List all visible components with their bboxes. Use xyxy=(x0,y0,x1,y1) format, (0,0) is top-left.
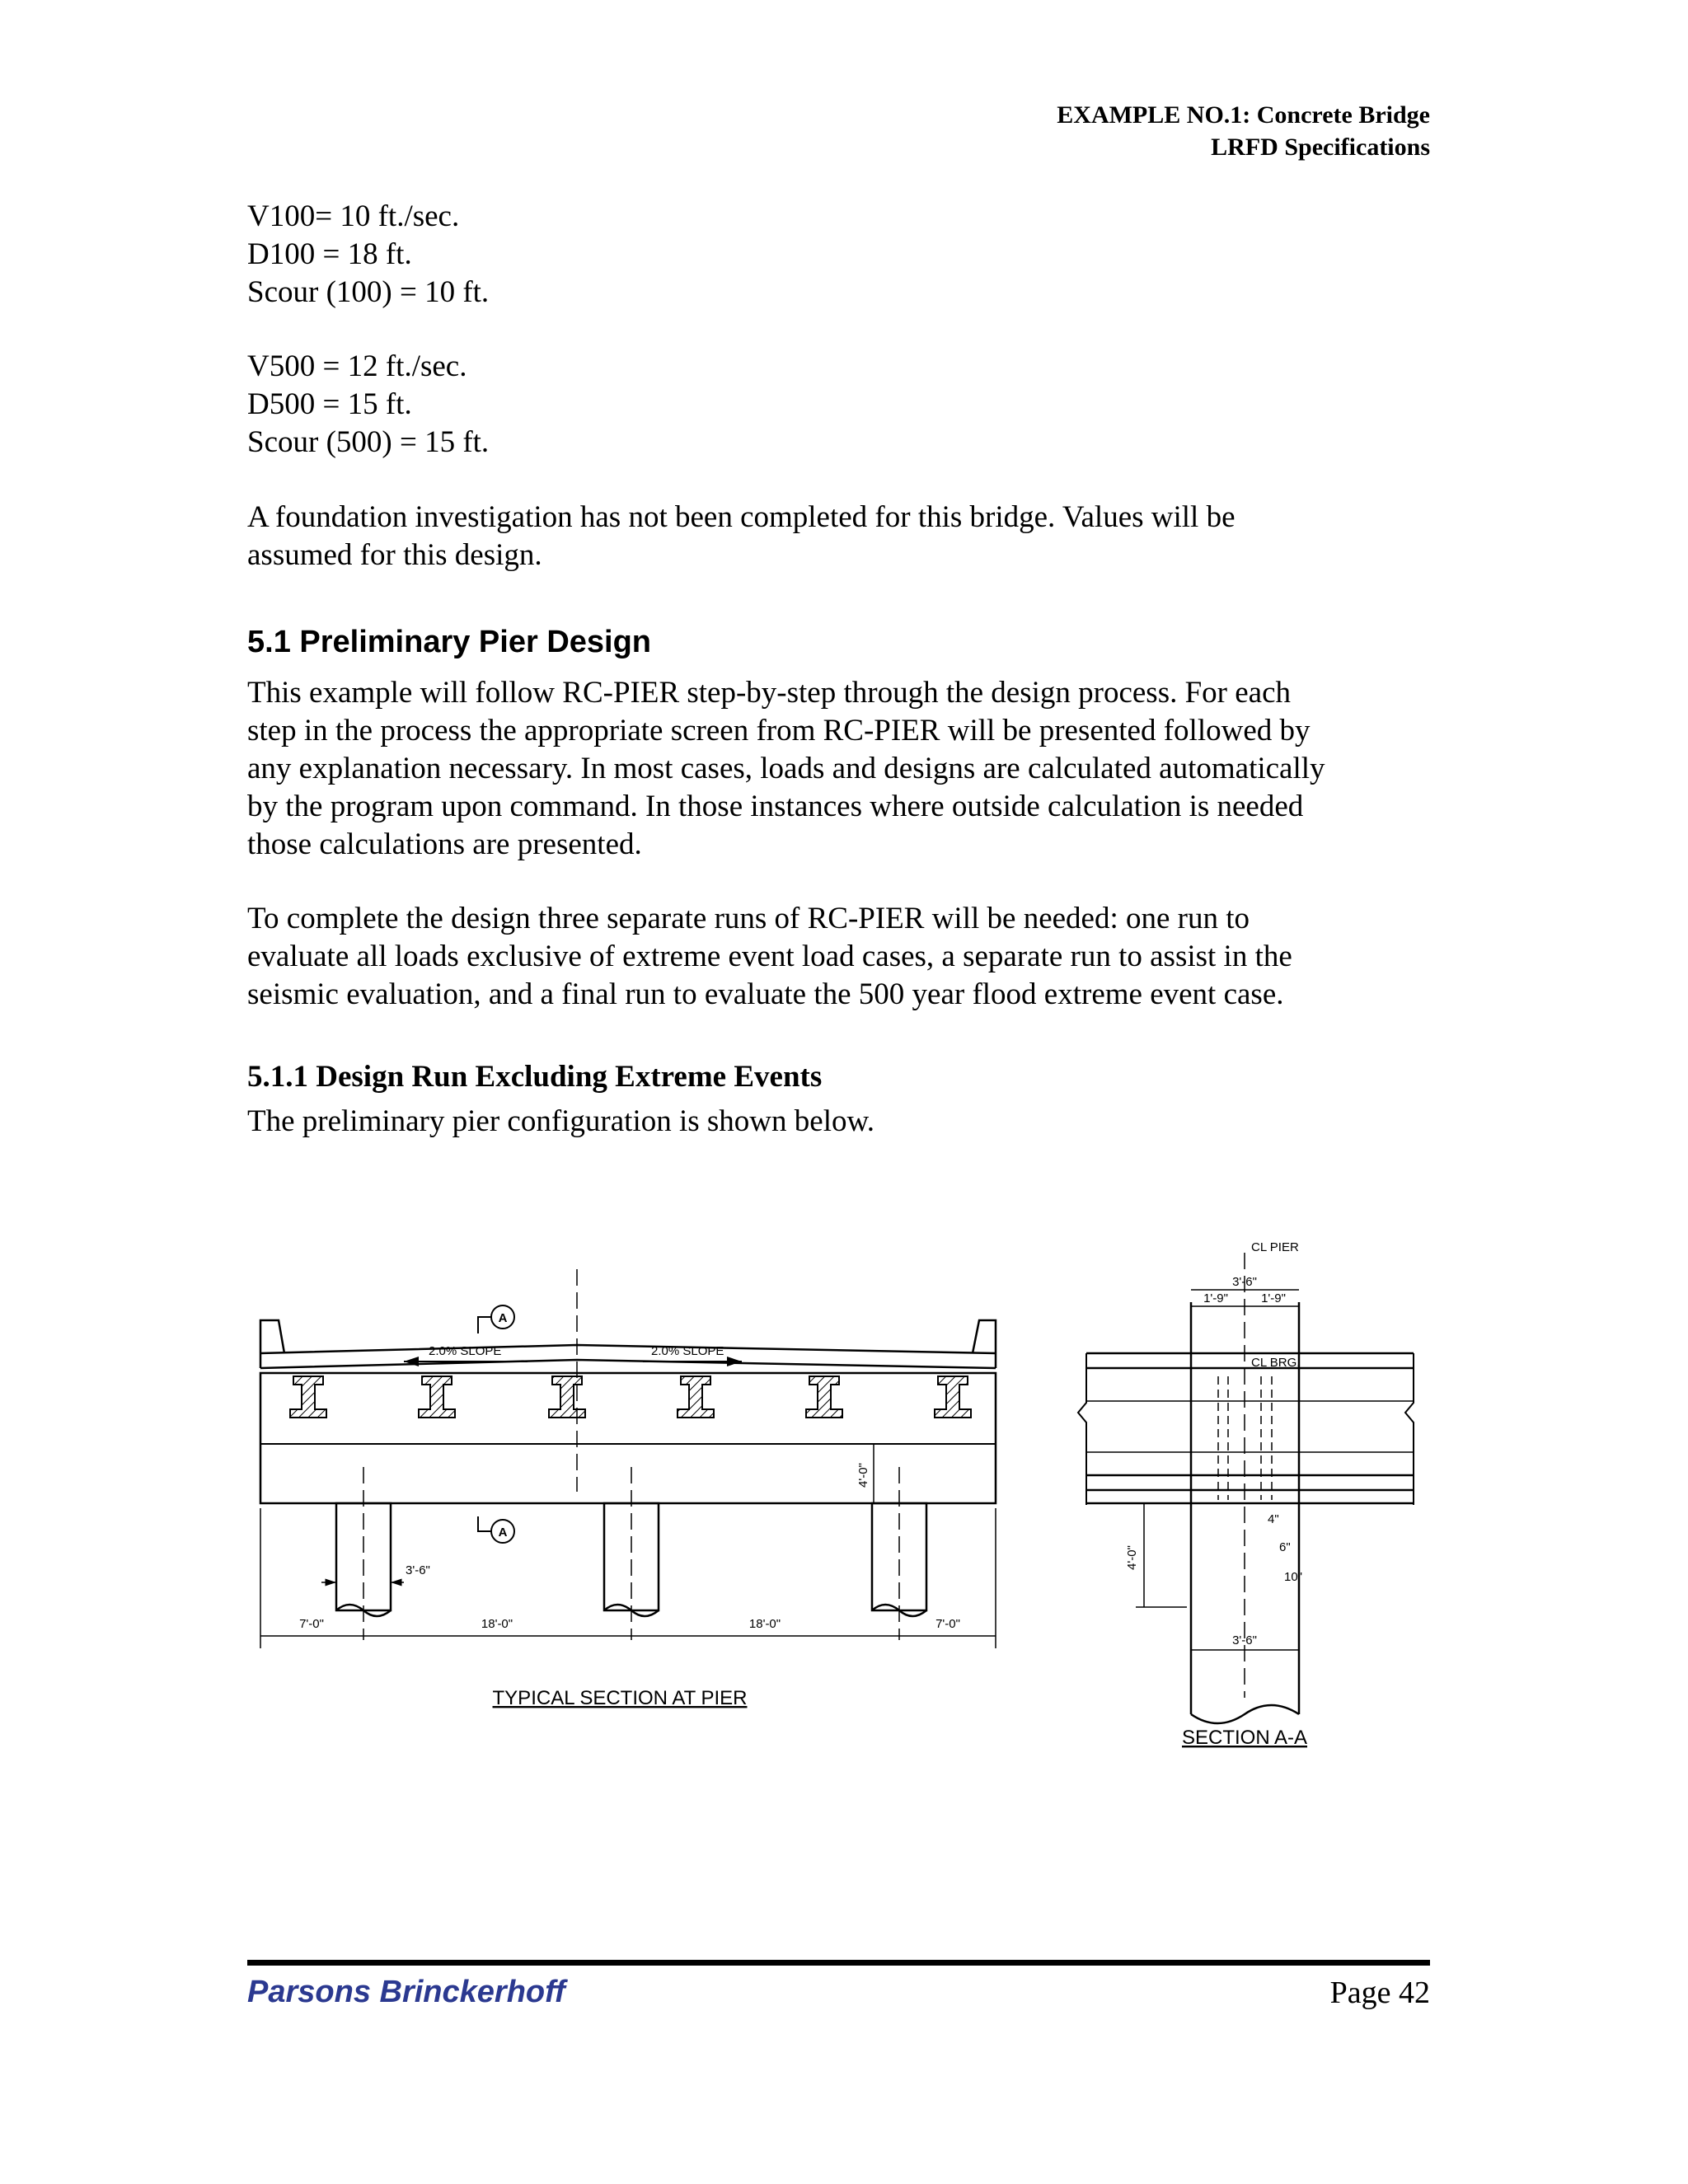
paragraph-line: This example will follow RC-PIER step-by-step through the design process. For each xyxy=(247,676,1292,710)
right-parapet xyxy=(973,1320,996,1353)
cl-brg-label: CL BRG. xyxy=(1251,1356,1301,1370)
footer-page-number: Page 42 xyxy=(1329,1975,1430,2010)
paragraph-line: step in the process the appropriate screen from RC-PIER will be presented followed by xyxy=(247,714,1311,748)
paragraph-line: by the program upon command. In those instances where outside calculation is needed xyxy=(247,790,1304,823)
paragraph-line: evaluate all loads exclusive of extreme event load cases, a separate run to assist in the xyxy=(247,940,1292,973)
paragraph-line: assumed for this design. xyxy=(247,538,542,572)
section-5-1-1-intro: The preliminary pier configuration is shown below. xyxy=(247,1104,875,1138)
d500-line: D500 = 15 ft. xyxy=(247,387,412,421)
dim-label-2: 18'-0" xyxy=(481,1617,513,1631)
footer-company: Parsons Brinckerhoff xyxy=(247,1975,565,2009)
column-dia-label: 3'-6" xyxy=(406,1563,430,1577)
scour100-line: Scour (100) = 10 ft. xyxy=(247,275,490,309)
half-width-left-label: 1'-9" xyxy=(1203,1291,1228,1305)
v100-line: V100= 10 ft./sec. xyxy=(247,199,460,233)
top-width-label: 3'-6" xyxy=(1232,1275,1257,1289)
dim-label-3: 18'-0" xyxy=(748,1617,781,1631)
scour500-line: Scour (500) = 15 ft. xyxy=(247,425,490,459)
paragraph-line: To complete the design three separate runs of RC-PIER will be needed: one run to xyxy=(247,902,1250,935)
dim-label-1: 7'-0" xyxy=(299,1617,324,1631)
header-subtitle: LRFD Specifications xyxy=(1211,134,1430,161)
slope-label-left: 2.0% SLOPE xyxy=(429,1344,502,1358)
cl-pier-label: CL PIER xyxy=(1251,1240,1299,1254)
section-a-a-drawing xyxy=(1078,1253,1414,1723)
d100-line: D100 = 18 ft. xyxy=(247,237,412,271)
dim-6in-label: 6" xyxy=(1279,1540,1291,1554)
paragraph-line: A foundation investigation has not been completed for this bridge. Values will be xyxy=(247,500,1236,534)
section-heading-5-1-1: 5.1.1 Design Run Excluding Extreme Events xyxy=(247,1060,823,1094)
v500-line: V500 = 12 ft./sec. xyxy=(247,349,467,383)
left-parapet xyxy=(260,1320,284,1353)
column-width-label: 3'-6" xyxy=(1232,1633,1257,1647)
footer-rule xyxy=(247,1960,1430,1966)
paragraph-line: any explanation necessary. In most cases, loads and designs are calculated automatically xyxy=(247,752,1325,785)
section-cap-depth-label: 4'-0" xyxy=(1125,1545,1139,1570)
girders xyxy=(290,1376,971,1418)
dim-10in-label: 10" xyxy=(1284,1570,1303,1584)
section-marker-top: A xyxy=(498,1311,508,1325)
section-heading-5-1: 5.1 Preliminary Pier Design xyxy=(247,625,652,659)
dim-4in-label: 4" xyxy=(1268,1512,1279,1526)
typical-section-title: TYPICAL SECTION AT PIER xyxy=(492,1687,748,1709)
header-title: EXAMPLE NO.1: Concrete Bridge xyxy=(1057,101,1430,129)
paragraph-line: seismic evaluation, and a final run to evaluate the 500 year flood extreme event case. xyxy=(247,977,1284,1011)
dim-label-4: 7'-0" xyxy=(935,1617,960,1631)
half-width-right-label: 1'-9" xyxy=(1261,1291,1286,1305)
paragraph-line: those calculations are presented. xyxy=(247,827,642,861)
pier-cap xyxy=(260,1373,996,1503)
typical-section-drawing xyxy=(260,1269,996,1648)
section-marker-bottom: A xyxy=(498,1526,508,1540)
section-a-a-title: SECTION A-A xyxy=(1181,1727,1308,1749)
cap-depth-label: 4'-0" xyxy=(856,1463,870,1488)
slope-label-right: 2.0% SLOPE xyxy=(651,1344,724,1358)
